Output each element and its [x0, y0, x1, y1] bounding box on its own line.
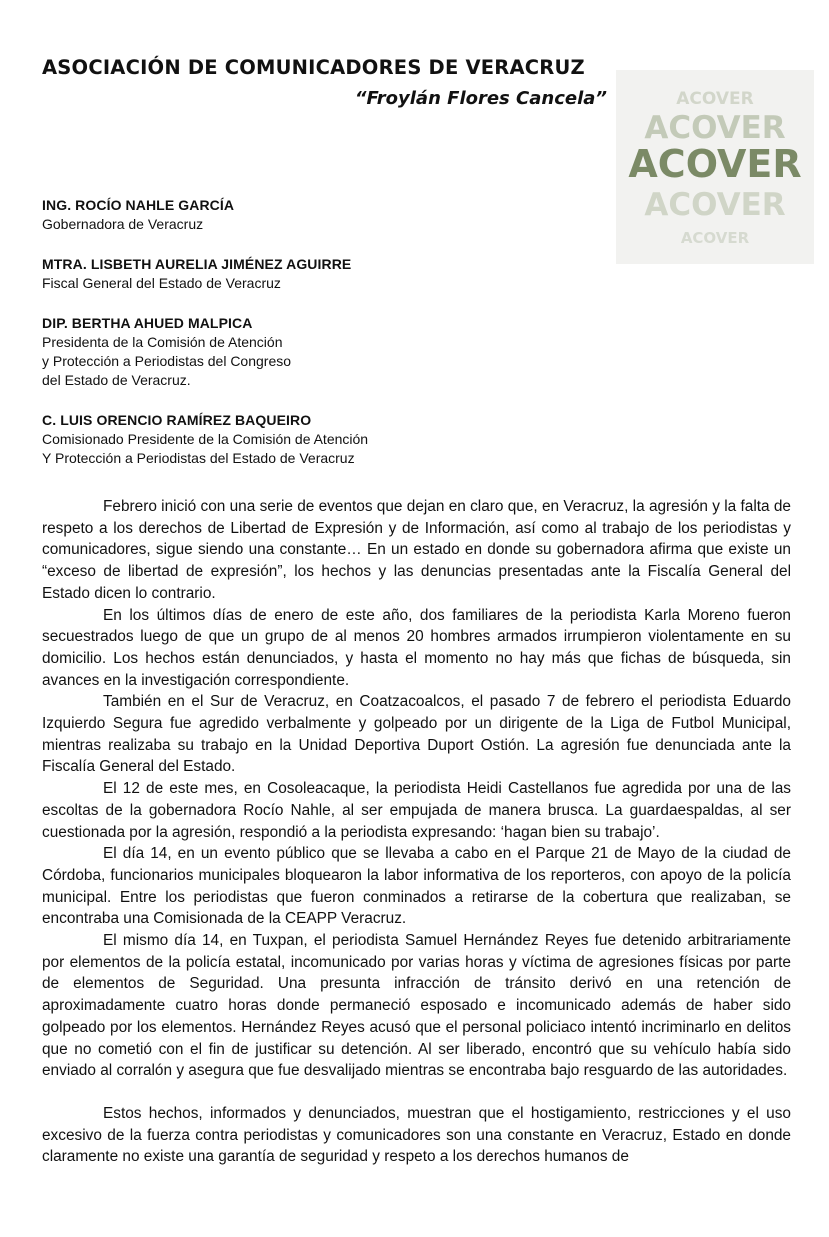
recipient-entry [42, 314, 542, 390]
recipient-role-line: del Estado de Veracruz. [42, 372, 191, 388]
recipient-name: ING. ROCÍO NAHLE GARCÍA [42, 197, 235, 213]
body-paragraph: Estos hechos, informados y denunciados, muestran que el hostigamiento, restricciones y el uso excesivo de la fuerza contra periodistas y comunicadores son una constante en Veracruz, Estado en donde claramente no existe una garantía de seguridad y respeto a los derechos humanos de [42, 1104, 791, 1166]
acover-logo [616, 70, 814, 264]
recipient-entry [42, 255, 542, 293]
logo-wordmark-main: ACOVER [628, 142, 802, 186]
acover-logo-graphic [616, 70, 814, 264]
recipient-entry [42, 196, 542, 234]
logo-wordmark-bottom: ACOVER [680, 229, 750, 247]
recipient-name: C. LUIS ORENCIO RAMÍREZ BAQUEIRO [42, 412, 312, 428]
recipient-role-line: Comisionado Presidente de la Comisión de Atención [42, 431, 369, 447]
body-paragraph: El 12 de este mes, en Cosoleacaque, la periodista Heidi Castellanos fue agredida por una de las escoltas de la gobernadora Rocío Nahle, al ser empujada de manera brusca. La guardaespaldas, al ser cuestionada por la agresión, respondió a la periodista expresando: ‘hagan bien su trabajo’. [42, 780, 791, 841]
recipient-role [42, 215, 542, 234]
recipient-role-line: Gobernadora de Veracruz [42, 216, 204, 232]
recipient-role-line: Y Protección a Periodistas del Estado de Veracruz [42, 450, 355, 466]
logo-wordmark-top: ACOVER [676, 89, 754, 109]
logo-wordmark-lower: ACOVER [644, 187, 786, 223]
recipient-entry [42, 411, 542, 468]
recipients-block [42, 196, 542, 489]
recipient-name: DIP. BERTHA AHUED MALPICA [42, 315, 253, 331]
organization-title: ASOCIACIÓN DE COMUNICADORES DE VERACRUZ [42, 56, 585, 79]
recipient-role-line: y Protección a Periodistas del Congreso [42, 353, 292, 369]
recipient-role [42, 430, 542, 468]
recipient-role-line: Presidenta de la Comisión de Atención [42, 334, 283, 350]
body-paragraph: También en el Sur de Veracruz, en Coatzacoalcos, el pasado 7 de febrero el periodista Eduardo Izquierdo Segura fue agredido verbalmente y golpeado por un dirigente de la Liga de Futbol Municipal, mientras realizaba su trabajo en la Unidad Deportiva Duport Ostión. La agresión fue denunciada ante la Fiscalía General del Estado. [42, 693, 791, 776]
body-paragraph: El día 14, en un evento público que se llevaba a cabo en el Parque 21 de Mayo de la ciudad de Córdoba, funcionarios municipales bloquearon la labor informativa de los reporteros, con apoyo de la policía municipal. Entre los periodistas que fueron conminados a retirarse de la cobertura que realizaban, se encontraba una Comisionada de la CEAPP Veracruz. [42, 845, 791, 928]
body-paragraph: Febrero inició con una serie de eventos que dejan en claro que, en Veracruz, la agresión y la falta de respeto a los derechos de Libertad de Expresión y de Información, así como al trabajo de los periodistas y comunicadores, sigue siendo una constante… En un estado en donde su gobernadora afirma que existe un “exceso de libertad de expresión”, los hechos y las denuncias presentadas ante la Fiscalía General del Estado dicen lo contrario. [42, 498, 791, 602]
body-paragraph: El mismo día 14, en Tuxpan, el periodista Samuel Hernández Reyes fue detenido arbitrariamente por elementos de la policía estatal, incomunicado por varias horas y víctima de agresiones físicas por parte de elementos de Seguridad. Una presunta infracción de tránsito derivó en una retención de aproximadamente cuatro horas donde permaneció esposado e incomunicado además de haber sido golpeado por los elementos. Hernández Reyes acusó que el personal policiaco intentó incriminarlo en delitos que no cometió con el fin de justificar su detención. Al ser liberado, encontró que su vehículo había sido enviado al corralón y asegura que fue desvalijado mientras se encontraba bajo resguardo de las autoridades. [42, 932, 791, 1080]
organization-subtitle: “Froylán Flores Cancela” [354, 88, 607, 109]
recipient-role [42, 333, 542, 390]
recipient-role [42, 274, 542, 293]
body-paragraph: En los últimos días de enero de este año, dos familiares de la periodista Karla Moreno fueron secuestrados luego de que un grupo de al menos 20 hombres armados irrumpieron violentamente en su domicilio. Los hechos están denunciados, y hasta el momento no hay más que fichas de búsqueda, sin avances en la investigación correspondiente. [42, 606, 791, 689]
letter-body [42, 496, 791, 1168]
recipient-role-line: Fiscal General del Estado de Veracruz [42, 275, 281, 291]
logo-wordmark-upper: ACOVER [644, 110, 786, 146]
recipient-name: MTRA. LISBETH AURELIA JIMÉNEZ AGUIRRE [42, 256, 352, 272]
